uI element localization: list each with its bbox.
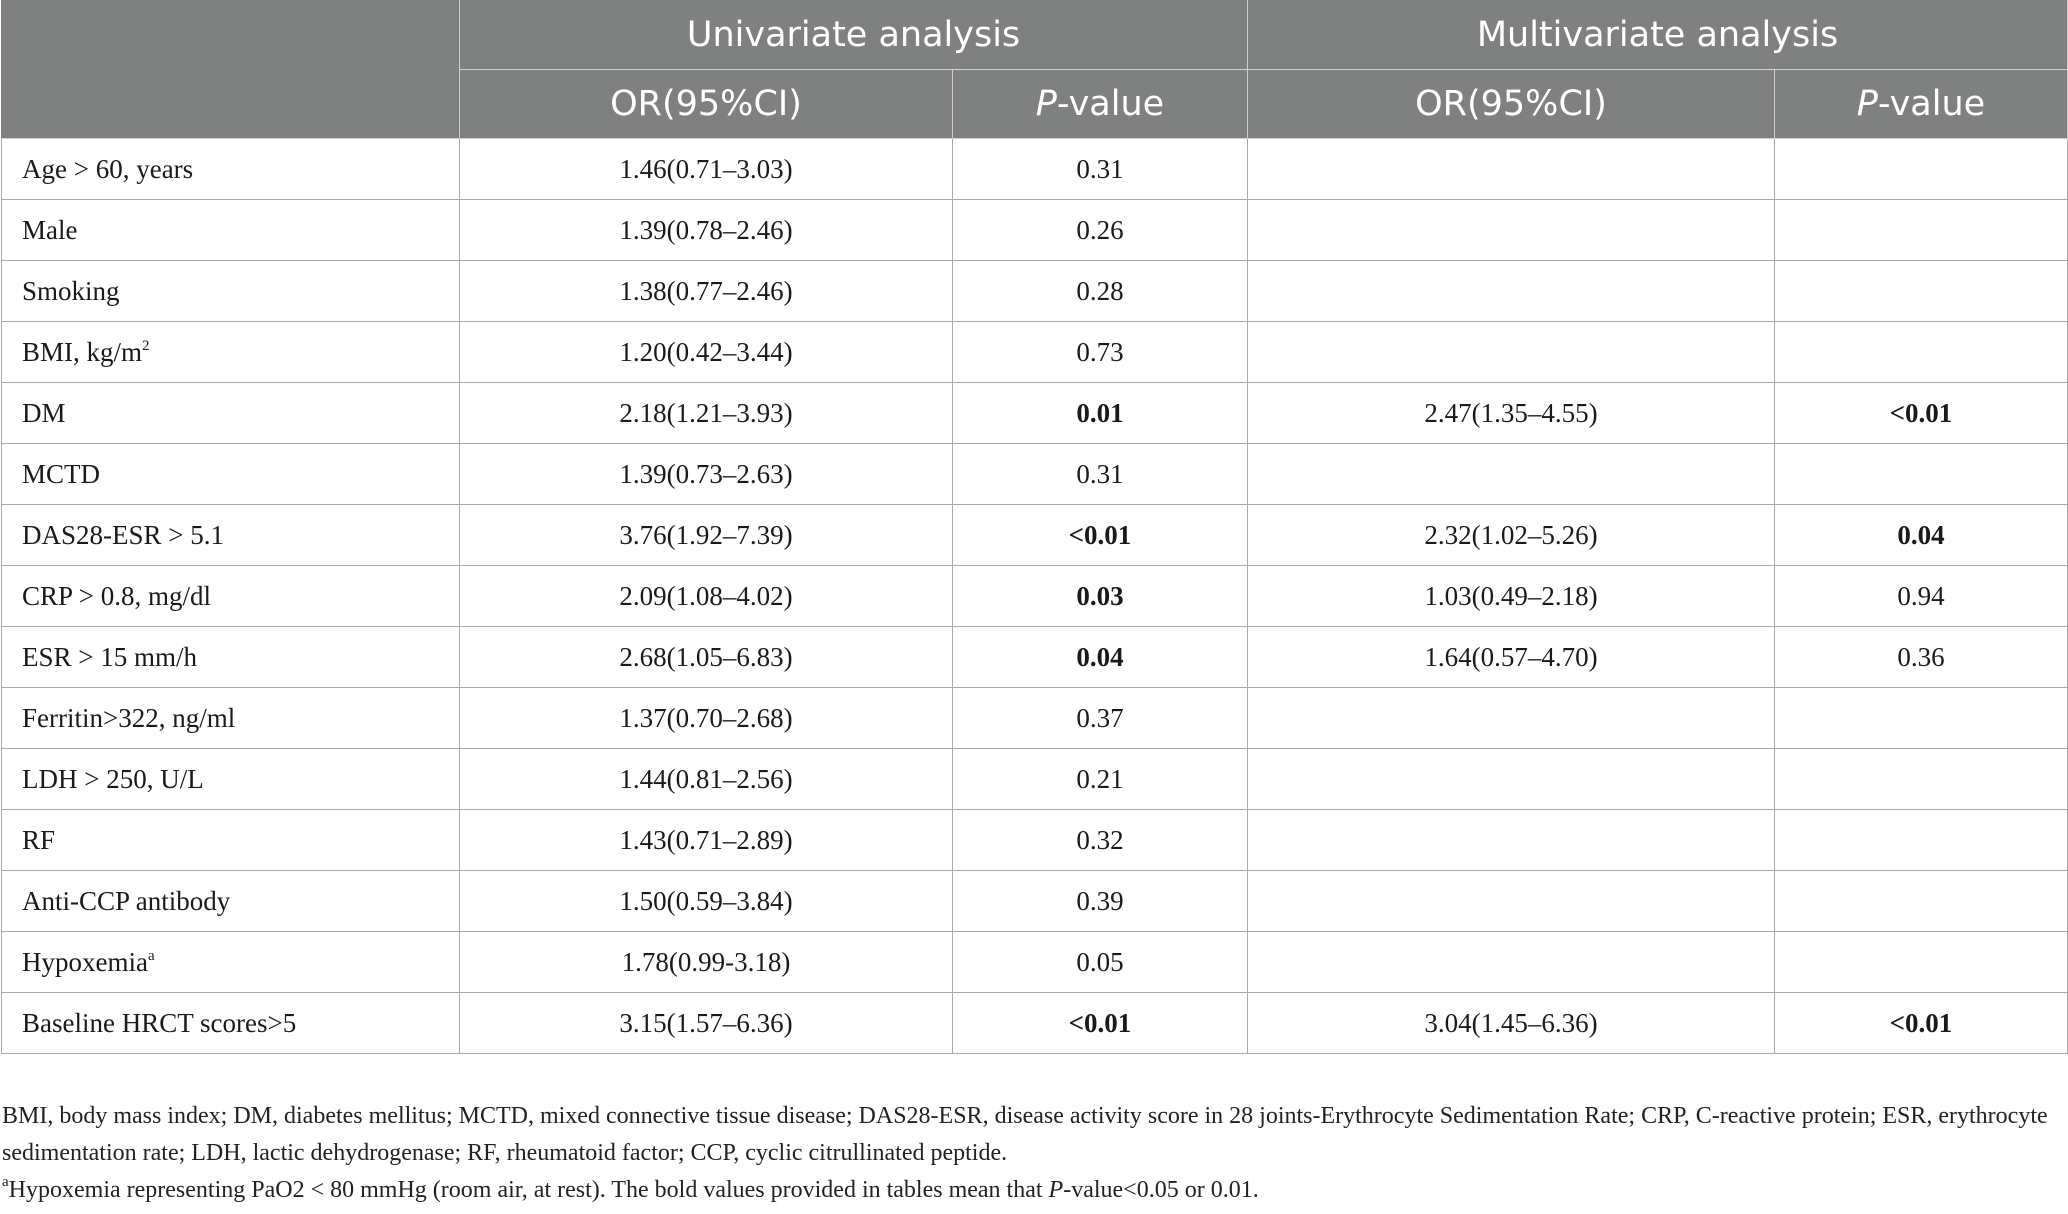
- variable-label: MCTD: [22, 458, 101, 489]
- table-header: [2, 1, 2068, 139]
- univariate-p-cell: <0.01: [953, 505, 1248, 566]
- univariate-or-cell: 2.68(1.05–6.83): [460, 627, 953, 688]
- variable-cell: [2, 139, 460, 200]
- multivariate-p-cell: [1775, 932, 2068, 993]
- table-row: [2, 871, 2068, 932]
- table-row: [2, 993, 2068, 1054]
- univariate-or-cell: 3.15(1.57–6.36): [460, 993, 953, 1054]
- table-row: [2, 688, 2068, 749]
- header-multivariate-p: [1775, 70, 2068, 139]
- multivariate-or-cell: [1248, 139, 1775, 200]
- table-row: [2, 383, 2068, 444]
- variable-label: CRP > 0.8, mg/dl: [22, 580, 212, 611]
- univariate-or-cell: 1.43(0.71–2.89): [460, 810, 953, 871]
- header-p-italic: P: [1856, 84, 1878, 124]
- header-univariate-p: [953, 70, 1248, 139]
- multivariate-p-cell: 0.94: [1775, 566, 2068, 627]
- header-variable-blank: [2, 1, 460, 139]
- header-p-suffix: -value: [1056, 84, 1165, 124]
- multivariate-p-cell: [1775, 871, 2068, 932]
- multivariate-or-cell: [1248, 688, 1775, 749]
- multivariate-or-cell: [1248, 749, 1775, 810]
- variable-cell: [2, 688, 460, 749]
- multivariate-or-cell: 2.32(1.02–5.26): [1248, 505, 1775, 566]
- header-multivariate-or: OR(95%CI): [1248, 70, 1775, 139]
- variable-label: Anti-CCP antibody: [22, 885, 231, 916]
- univariate-p-cell: 0.73: [953, 322, 1248, 383]
- header-univariate-or: OR(95%CI): [460, 70, 953, 139]
- table-row: [2, 322, 2068, 383]
- univariate-p-cell: 0.32: [953, 810, 1248, 871]
- multivariate-p-cell: <0.01: [1775, 383, 2068, 444]
- univariate-or-cell: 1.39(0.73–2.63): [460, 444, 953, 505]
- univariate-or-cell: 1.20(0.42–3.44): [460, 322, 953, 383]
- univariate-p-cell: 0.31: [953, 139, 1248, 200]
- univariate-or-cell: 1.38(0.77–2.46): [460, 261, 953, 322]
- univariate-or-cell: 3.76(1.92–7.39): [460, 505, 953, 566]
- univariate-p-cell: 0.21: [953, 749, 1248, 810]
- table-body: [2, 139, 2068, 1054]
- variable-cell: [2, 261, 460, 322]
- variable-label: Smoking: [22, 275, 120, 306]
- variable-cell: [2, 444, 460, 505]
- univariate-or-cell: 1.78(0.99-3.18): [460, 932, 953, 993]
- variable-superscript: a: [147, 947, 155, 964]
- footnote-p-italic: P: [1048, 1177, 1064, 1203]
- univariate-or-cell: 1.39(0.78–2.46): [460, 200, 953, 261]
- multivariate-p-cell: [1775, 200, 2068, 261]
- variable-cell: [2, 200, 460, 261]
- multivariate-or-cell: [1248, 444, 1775, 505]
- header-p-italic: P: [1035, 84, 1057, 124]
- univariate-or-cell: 1.37(0.70–2.68): [460, 688, 953, 749]
- variable-cell: [2, 322, 460, 383]
- variable-cell: [2, 810, 460, 871]
- univariate-or-cell: 2.18(1.21–3.93): [460, 383, 953, 444]
- univariate-p-cell: 0.04: [953, 627, 1248, 688]
- variable-label: Baseline HRCT scores>5: [22, 1007, 297, 1038]
- variable-cell: [2, 993, 460, 1054]
- multivariate-or-cell: 1.64(0.57–4.70): [1248, 627, 1775, 688]
- table-footnotes: [2, 1098, 2052, 1209]
- variable-label: Hypoxemia: [22, 946, 148, 977]
- variable-label: Male: [22, 214, 78, 245]
- multivariate-p-cell: [1775, 322, 2068, 383]
- univariate-p-cell: 0.05: [953, 932, 1248, 993]
- variable-cell: [2, 871, 460, 932]
- variable-cell: [2, 505, 460, 566]
- table-row: [2, 200, 2068, 261]
- variable-cell: [2, 566, 460, 627]
- univariate-or-cell: 1.46(0.71–3.03): [460, 139, 953, 200]
- multivariate-p-cell: 0.04: [1775, 505, 2068, 566]
- multivariate-or-cell: [1248, 322, 1775, 383]
- variable-label: DM: [22, 397, 66, 428]
- variable-cell: [2, 749, 460, 810]
- multivariate-or-cell: [1248, 200, 1775, 261]
- univariate-p-cell: 0.26: [953, 200, 1248, 261]
- table-row: [2, 505, 2068, 566]
- footnote-hypoxemia: [2, 1172, 2052, 1209]
- variable-cell: [2, 932, 460, 993]
- univariate-p-cell: <0.01: [953, 993, 1248, 1054]
- multivariate-p-cell: 0.36: [1775, 627, 2068, 688]
- multivariate-p-cell: [1775, 444, 2068, 505]
- multivariate-or-cell: [1248, 810, 1775, 871]
- univariate-or-cell: 1.50(0.59–3.84): [460, 871, 953, 932]
- table-row: [2, 444, 2068, 505]
- multivariate-or-cell: [1248, 932, 1775, 993]
- variable-label: ESR > 15 mm/h: [22, 641, 197, 672]
- variable-superscript: 2: [142, 337, 150, 354]
- header-multivariate-group: Multivariate analysis: [1248, 1, 2068, 70]
- variable-label: RF: [22, 824, 56, 855]
- logistic-regression-table: [1, 0, 2068, 1054]
- footnote-marker: a: [2, 1174, 9, 1190]
- variable-label: Ferritin>322, ng/ml: [22, 702, 236, 733]
- multivariate-p-cell: [1775, 749, 2068, 810]
- univariate-p-cell: 0.01: [953, 383, 1248, 444]
- variable-cell: [2, 383, 460, 444]
- table-row: [2, 139, 2068, 200]
- multivariate-or-cell: 1.03(0.49–2.18): [1248, 566, 1775, 627]
- multivariate-p-cell: [1775, 810, 2068, 871]
- univariate-p-cell: 0.28: [953, 261, 1248, 322]
- footnote-abbreviations: BMI, body mass index; DM, diabetes mellitus; MCTD, mixed connective tissue disease; DAS28-ESR, disease activity score in 28 joints-Erythrocyte Sedimentation Rate; CRP, C-reactive protein; ESR, erythrocyte sedimentation rate; LDH, lactic dehydrogenase; RF, rheumatoid factor; CCP, cyclic citrullinated peptide.: [2, 1103, 2048, 1166]
- multivariate-or-cell: [1248, 261, 1775, 322]
- table-row: [2, 932, 2068, 993]
- univariate-p-cell: 0.37: [953, 688, 1248, 749]
- multivariate-or-cell: 2.47(1.35–4.55): [1248, 383, 1775, 444]
- footnote-hypoxemia-end: -value<0.05 or 0.01.: [1063, 1177, 1259, 1203]
- table-row: [2, 566, 2068, 627]
- univariate-p-cell: 0.31: [953, 444, 1248, 505]
- table-row: [2, 749, 2068, 810]
- multivariate-p-cell: [1775, 139, 2068, 200]
- variable-label: BMI, kg/m: [22, 336, 143, 367]
- footnote-hypoxemia-text: Hypoxemia representing PaO2 < 80 mmHg (room air, at rest). The bold values provided in tables mean that: [8, 1177, 1049, 1203]
- variable-label: Age > 60, years: [22, 153, 194, 184]
- table-row: [2, 627, 2068, 688]
- variable-label: DAS28-ESR > 5.1: [22, 519, 224, 550]
- multivariate-p-cell: [1775, 261, 2068, 322]
- univariate-p-cell: 0.03: [953, 566, 1248, 627]
- table-row: [2, 261, 2068, 322]
- univariate-p-cell: 0.39: [953, 871, 1248, 932]
- univariate-or-cell: 2.09(1.08–4.02): [460, 566, 953, 627]
- header-p-suffix: -value: [1877, 84, 1986, 124]
- multivariate-or-cell: [1248, 871, 1775, 932]
- univariate-or-cell: 1.44(0.81–2.56): [460, 749, 953, 810]
- variable-label: LDH > 250, U/L: [22, 763, 204, 794]
- multivariate-or-cell: 3.04(1.45–6.36): [1248, 993, 1775, 1054]
- header-univariate-group: Univariate analysis: [460, 1, 1248, 70]
- multivariate-p-cell: [1775, 688, 2068, 749]
- table-row: [2, 810, 2068, 871]
- multivariate-p-cell: <0.01: [1775, 993, 2068, 1054]
- variable-cell: [2, 627, 460, 688]
